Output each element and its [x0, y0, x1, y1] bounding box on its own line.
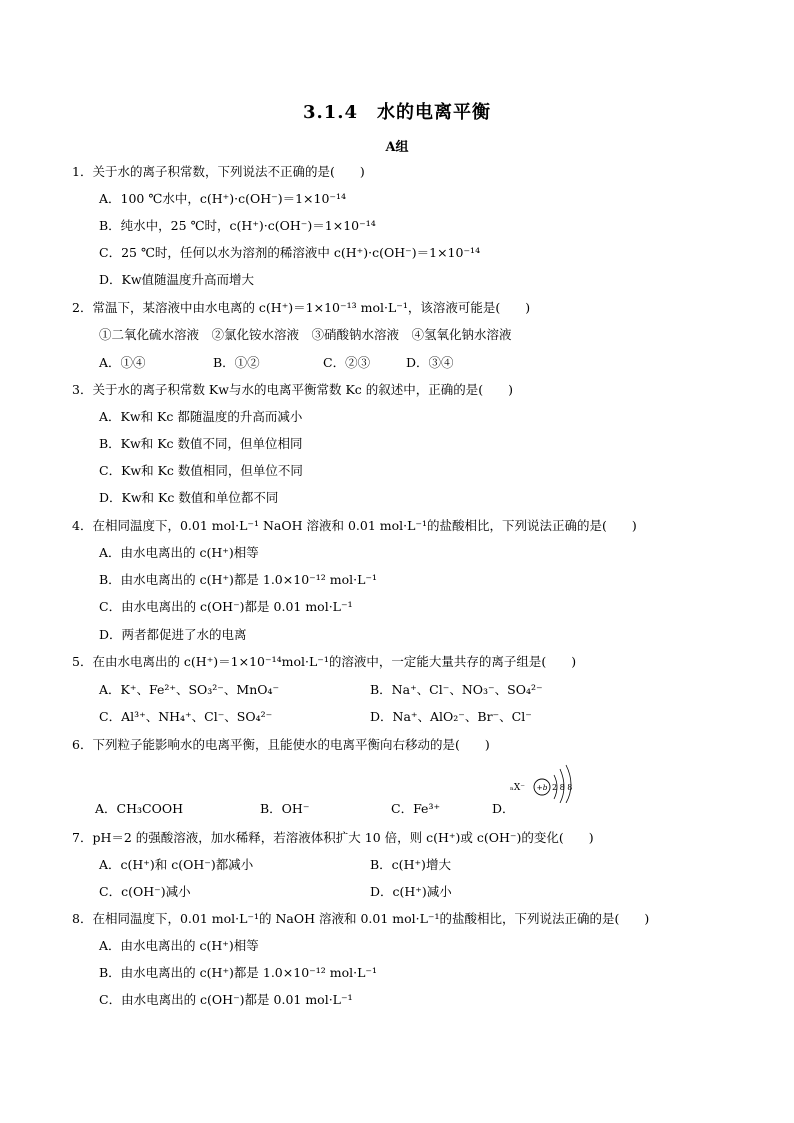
question-stem: 6．下列粒子能影响水的电离平衡，且能使水的电离平衡向右移动的是( )	[72, 737, 490, 752]
option: C．c(OH⁻)减小	[99, 884, 191, 899]
option: B．OH⁻	[260, 801, 310, 816]
option: A．100 ℃水中，c(H⁺)·c(OH⁻)＝1×10⁻¹⁴	[99, 191, 347, 206]
page-title: 3.1.4 水的电离平衡	[302, 102, 492, 123]
option: D．Na⁺、AlO₂⁻、Br⁻、Cl⁻	[370, 709, 532, 724]
option: C．Al³⁺、NH₄⁺、Cl⁻、SO₄²⁻	[99, 709, 273, 724]
question-stem: 4．在相同温度下，0.01 mol·L⁻¹ NaOH 溶液和 0.01 mol·L⁻¹的盐酸相比，下列说法正确的是( )	[72, 518, 637, 533]
option: B．Kᴡ和 Kc 数值不同，但单位相同	[99, 436, 303, 451]
option: C．Kᴡ和 Kc 数值相同，但单位不同	[99, 463, 303, 478]
option: D．Kᴡ值随温度升高而增大	[99, 272, 255, 287]
nucleus-charge: +b	[536, 783, 548, 792]
option: C．由水电离出的 c(OH⁻)都是 0.01 mol·L⁻¹	[99, 992, 353, 1007]
question-stem: 2．常温下，某溶液中由水电离的 c(H⁺)＝1×10⁻¹³ mol·L⁻¹，该溶液可能是( )	[72, 300, 531, 315]
option: D．	[492, 801, 515, 816]
question-stem: 1．关于水的离子积常数，下列说法不正确的是( )	[72, 164, 365, 179]
option: A．K⁺、Fe²⁺、SO₃²⁻、MnO₄⁻	[99, 682, 280, 697]
option: C．②③	[323, 355, 371, 370]
question-stem: 7．pH＝2 的强酸溶液，加水稀释，若溶液体积扩大 10 倍，则 c(H⁺)或 c(OH⁻)的变化( )	[72, 830, 594, 845]
question-stem: 3．关于水的离子积常数 Kᴡ与水的电离平衡常数 Kc 的叙述中，正确的是( )	[72, 382, 514, 397]
option: B．①②	[213, 355, 260, 370]
option: D．两者都促进了水的电离	[99, 627, 247, 642]
shell-electrons: 2 8 8	[552, 783, 573, 792]
option: C．25 ℃时，任何以水为溶剂的稀溶液中 c(H⁺)·c(OH⁻)＝1×10⁻¹⁴	[99, 245, 481, 260]
option: D．c(H⁺)减小	[370, 884, 452, 899]
option: D．Kᴡ和 Kc 数值和单位都不同	[99, 490, 279, 505]
option: B．由水电离出的 c(H⁺)都是 1.0×10⁻¹² mol·L⁻¹	[99, 965, 377, 980]
question-subline: ①二氧化硫水溶液 ②氯化铵水溶液 ③硝酸钠水溶液 ④氢氧化钠水溶液	[99, 327, 512, 342]
option: A．由水电离出的 c(H⁺)相等	[99, 545, 259, 560]
question-stem: 8．在相同温度下，0.01 mol·L⁻¹的 NaOH 溶液和 0.01 mol·L⁻¹的盐酸相比，下列说法正确的是( )	[72, 911, 650, 926]
option: B．由水电离出的 c(H⁺)都是 1.0×10⁻¹² mol·L⁻¹	[99, 572, 377, 587]
option: D．③④	[406, 355, 454, 370]
option: B．纯水中，25 ℃时，c(H⁺)·c(OH⁻)＝1×10⁻¹⁴	[99, 218, 376, 233]
option: A．CH₃COOH	[95, 801, 183, 816]
option: A．①④	[99, 355, 146, 370]
question-stem: 5．在由水电离出的 c(H⁺)＝1×10⁻¹⁴mol·L⁻¹的溶液中，一定能大量共存的离子组是( )	[72, 654, 577, 669]
option: A．c(H⁺)和 c(OH⁻)都减小	[99, 857, 254, 872]
option: C．Fe³⁺	[391, 801, 441, 816]
option: B．c(H⁺)增大	[370, 857, 451, 872]
option: B．Na⁺、Cl⁻、NO₃⁻、SO₄²⁻	[370, 682, 543, 697]
atom-label: ₙX⁻	[510, 783, 526, 793]
option: A．由水电离出的 c(H⁺)相等	[99, 938, 259, 953]
group-heading: A组	[385, 140, 409, 155]
option: A．Kᴡ和 Kc 都随温度的升高而减小	[99, 409, 303, 424]
atom-structure-diagram	[510, 763, 580, 803]
option: C．由水电离出的 c(OH⁻)都是 0.01 mol·L⁻¹	[99, 599, 353, 614]
